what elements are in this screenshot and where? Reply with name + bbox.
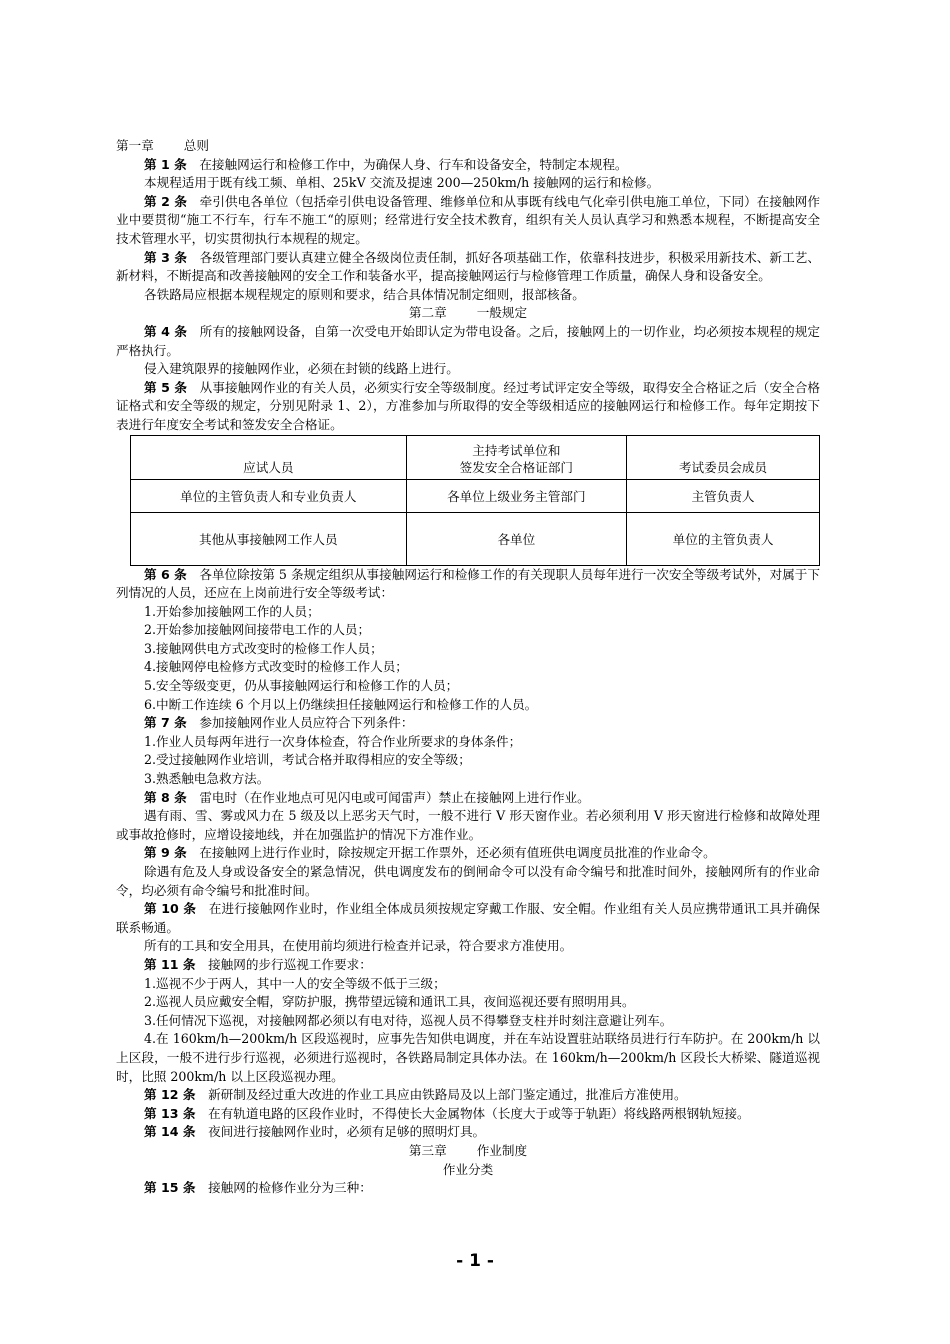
- document-page: [116, 137, 820, 1198]
- list-item: 2.开始参加接触网间接带电工作的人员；: [144, 622, 371, 638]
- list-item: 1.巡视不少于两人，其中一人的安全等级不低于三级；: [144, 975, 446, 991]
- section-heading: 作业分类: [442, 1161, 494, 1177]
- list-item: 5.安全等级变更，仍从事接触网运行和检修工作的人员；: [144, 678, 459, 694]
- list-item: 3.任何情况下巡视，对接触网都必须以有电对待，巡视人员不得攀登支柱并时刻注意避让列车。: [144, 1012, 673, 1028]
- article-11: 第 11 条 接触网的步行巡视工作要求：: [144, 956, 372, 972]
- table-cell: 单位的主管负责人和专业负责人: [131, 479, 407, 512]
- list-item: 3.接触网供电方式改变时的检修工作人员；: [144, 640, 383, 656]
- list-item: 2.受过接触网作业培训，考试合格并取得相应的安全等级；: [144, 752, 471, 768]
- table-header-row: [131, 435, 820, 479]
- chapter-3-heading: 第三章 作业制度: [408, 1142, 528, 1158]
- safety-exam-table: [130, 435, 820, 566]
- article-7-list: [116, 733, 820, 789]
- table-cell: 各单位: [406, 512, 626, 565]
- table-row: [131, 512, 820, 565]
- article-4: 第 4 条 所有的接触网设备，自第一次受电开始即认定为带电设备。之后，接触网上的一切作业，均必须按本规程的规定严格执行。: [116, 323, 821, 358]
- article-1-paragraph-2: 本规程适用于既有线工频、单相、25kV 交流及提速 200—250km/h 接触网的运行和检修。: [144, 175, 660, 191]
- table-row: [131, 479, 820, 512]
- article-13: 第 13 条 在有轨道电路的区段作业时，不得使长大金属物体（长度大于或等于轨距）将线路两根钢轨短接。: [144, 1105, 750, 1121]
- chapter-2-heading: 第二章 一般规定: [408, 305, 528, 321]
- list-item: 2.巡视人员应戴安全帽，穿防护服，携带望远镜和通讯工具，夜间巡视还要有照明用具。: [144, 994, 635, 1010]
- article-7: 第 7 条 参加接触网作业人员应符合下列条件：: [144, 715, 414, 731]
- article-14: 第 14 条 夜间进行接触网作业时，必须有足够的照明灯具。: [144, 1124, 486, 1140]
- table-header-cell: 应试人员: [131, 435, 407, 479]
- list-item: 4.在 160km/h—200km/h 区段巡视时，应事先告知供电调度，并在车站设置驻站联络员进行行车防护。在 200km/h 以上区段，一般不进行步行巡视，必须进行巡视时，各铁路局制定具体办法。在 160km/h—200km/h 区段长大桥梁、隧道巡视时，比照 200km/h 以上区段巡视办理。: [116, 1031, 820, 1084]
- article-6: 第 6 条 各单位除按第 5 条规定组织从事接触网运行和检修工作的有关现职人员每年进行一次安全等级考试外，对属于下列情况的人员，还应在上岗前进行安全等级考试：: [116, 566, 820, 601]
- table-cell: 主管负责人: [627, 479, 820, 512]
- article-9: 第 9 条 在接触网上进行作业时，除按规定开据工作票外，还必须有值班供电调度员批准的作业命令。: [144, 845, 716, 861]
- list-item: 6.中断工作连续 6 个月以上仍继续担任接触网运行和检修工作的人员。: [144, 696, 538, 712]
- article-9-paragraph-2: 除遇有危及人身或设备安全的紧急情况，供电调度发布的倒闸命令可以没有命令编号和批准时间外，接触网所有的作业命令，均必须有命令编号和批准时间。: [116, 864, 820, 898]
- article-12: 第 12 条 新研制及经过重大改进的作业工具应由铁路局及以上部门鉴定通过，批准后方准使用。: [144, 1087, 687, 1103]
- list-item: 1.作业人员每两年进行一次身体检查，符合作业所要求的身体条件；: [144, 733, 522, 749]
- article-10-paragraph-2: 所有的工具和安全用具，在使用前均须进行检查并记录，符合要求方准使用。: [144, 938, 573, 954]
- table-header-cell: 考试委员会成员: [627, 435, 820, 479]
- table-header-line: 主持考试单位和: [472, 442, 561, 458]
- article-2: 第 2 条 牵引供电各单位（包括牵引供电设备管理、维修单位和从事既有线电气化牵引供电施工单位，下同）在接触网作业中要贯彻“施工不行车，行车不施工“的原则；经常进行安全技术教育，组织有关人员认真学习和熟悉本规程，不断提高安全技术管理水平，切实贯彻执行本规程的规定。: [116, 193, 821, 246]
- list-item: 3.熟悉触电急救方法。: [144, 771, 270, 787]
- article-4-paragraph-2: 侵入建筑限界的接触网作业，必须在封锁的线路上进行。: [144, 361, 459, 377]
- table-header-line: 签发安全合格证部门: [459, 459, 573, 475]
- article-8-paragraph-2: 遇有雨、雪、雾或风力在 5 级及以上恶劣天气时，一般不进行 V 形天窗作业。若必须利用 V 形天窗进行检修和故障处理或事故抢修时，应增设接地线，并在加强监护的情况下方准作业。: [116, 808, 820, 842]
- table-header-cell: [406, 435, 626, 479]
- article-11-list: [116, 975, 820, 1087]
- list-item: 4.接触网停电检修方式改变时的检修工作人员；: [144, 659, 408, 675]
- table-cell: 各单位上级业务主管部门: [406, 479, 626, 512]
- article-10: 第 10 条 在进行接触网作业时，作业组全体成员须按规定穿戴工作服、安全帽。作业组有关人员应携带通讯工具并确保联系畅通。: [116, 901, 821, 935]
- table-cell: 单位的主管负责人: [627, 512, 820, 565]
- article-1: 第 1 条 在接触网运行和检修工作中，为确保人身、行车和设备安全，特制定本规程。: [144, 156, 628, 172]
- article-3-paragraph-2: 各铁路局应根据本规程规定的原则和要求，结合具体情况制定细则，报部核备。: [144, 286, 585, 302]
- article-8: 第 8 条 雷电时（在作业地点可见闪电或可闻雷声）禁止在接触网上进行作业。: [144, 789, 590, 805]
- list-item: 1.开始参加接触网工作的人员；: [144, 603, 320, 619]
- table-cell: 其他从事接触网工作人员: [131, 512, 407, 565]
- article-15: 第 15 条 接触网的检修作业分为三种：: [144, 1180, 372, 1196]
- page-number: - 1 -: [456, 1251, 494, 1271]
- chapter-1-heading: 第一章 总则: [116, 138, 209, 153]
- article-5: 第 5 条 从事接触网作业的有关人员，必须实行安全等级制度。经过考试评定安全等级，取得安全合格证之后（安全合格证格式和安全等级的规定，分别见附录 1、2），方准参加与所取得的安全等级相适应的接触网运行和检修工作。每年定期按下表进行年度安全考试和签发安全合格证。: [116, 379, 821, 432]
- article-3: 第 3 条 各级管理部门要认真建立健全各级岗位责任制，抓好各项基础工作，依靠科技进步，积极采用新技术、新工艺、新材料，不断提高和改善接触网的安全工作和装备水平，提高接触网运行与检修管理工作质量，确保人身和设备安全。: [116, 249, 821, 284]
- article-6-list: [116, 603, 820, 715]
